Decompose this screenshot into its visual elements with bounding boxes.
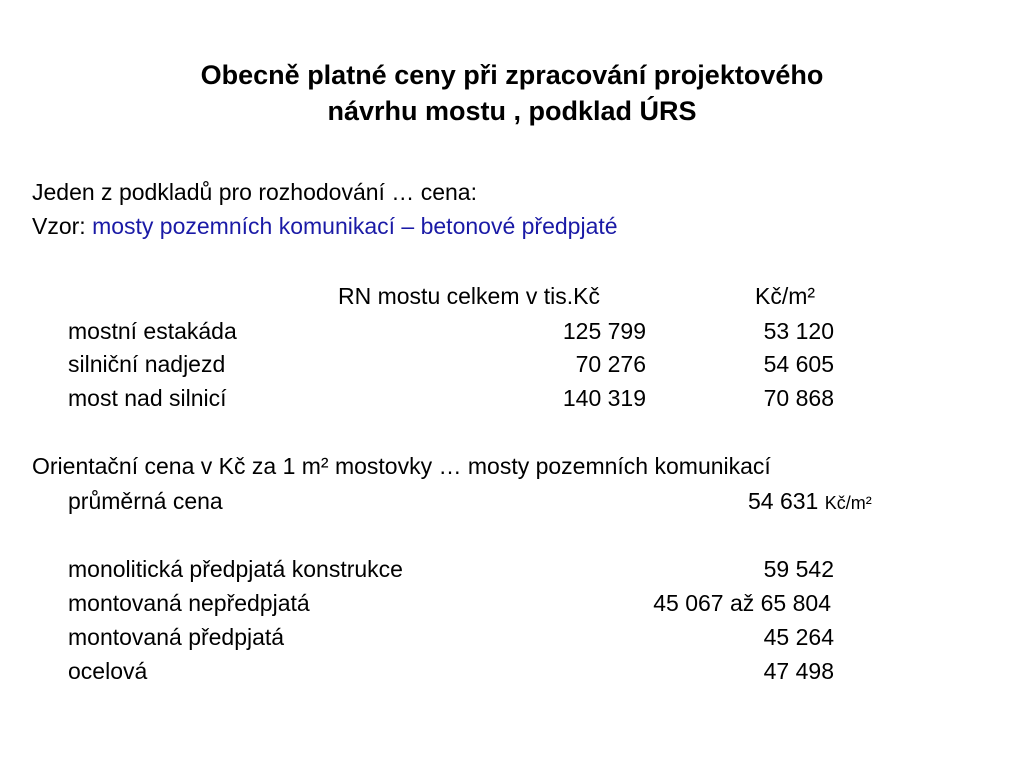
table2-row-value: 45 264: [763, 624, 834, 650]
table2-row-value: 45 067 až 65 804: [653, 590, 831, 616]
table2-row-value: 47 498: [763, 658, 834, 684]
vzor-line: [32, 212, 618, 240]
table2-row-label: ocelová: [68, 658, 148, 684]
table1-row-total: 125 799: [562, 318, 646, 344]
orient-avg-value: 54 631: [748, 488, 819, 514]
orient-avg-label: průměrná cena: [68, 488, 223, 514]
intro-line: Jeden z podkladů pro rozhodování … cena:: [32, 179, 477, 205]
table1-row-label: silniční nadjezd: [68, 351, 226, 377]
orient-avg-unit: Kč/m²: [824, 493, 872, 513]
table1-row-total: 70 276: [575, 351, 646, 377]
table1-row-total: 140 319: [562, 385, 646, 411]
slide-title: [0, 57, 1024, 129]
table2-row-label: monolitická předpjatá konstrukce: [68, 556, 403, 582]
table1-row-unit: 53 120: [763, 318, 834, 344]
table1-header-unit: Kč/m²: [755, 283, 816, 309]
slide-title-line-1: Obecně platné ceny při zpracování projektového: [200, 60, 824, 90]
table1-row-unit: 54 605: [763, 351, 834, 377]
slide-title-line-2: návrhu mostu , podklad ÚRS: [327, 96, 697, 126]
orient-avg-value-line: [748, 487, 872, 517]
vzor-value: mosty pozemních komunikací – betonové předpjaté: [92, 213, 618, 239]
orient-heading: Orientační cena v Kč za 1 m² mostovky … mosty pozemních komunikací: [32, 453, 771, 479]
table1-header-total: RN mostu celkem v tis.Kč: [338, 283, 600, 309]
table2-row-label: montovaná předpjatá: [68, 624, 285, 650]
table1-row-label: most nad silnicí: [68, 385, 227, 411]
table2-row-value: 59 542: [763, 556, 834, 582]
table2-row-label: montovaná nepředpjatá: [68, 590, 310, 616]
table1-row-label: mostní estakáda: [68, 318, 237, 344]
vzor-label: Vzor:: [32, 213, 86, 239]
table1-row-unit: 70 868: [763, 385, 834, 411]
